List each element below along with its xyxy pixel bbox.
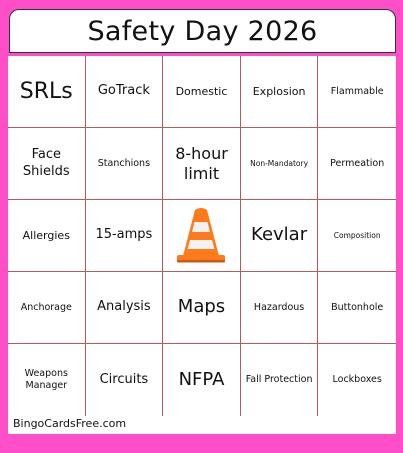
traffic-cone-icon	[173, 206, 229, 266]
cell-r3c4[interactable]: Kevlar	[241, 200, 319, 272]
card-title: Safety Day 2026	[9, 9, 396, 53]
cell-r4c4[interactable]: Hazardous	[241, 272, 319, 344]
cell-r4c5[interactable]: Buttonhole	[318, 272, 396, 344]
bingo-card	[8, 56, 396, 434]
cell-r4c1[interactable]: Anchorage	[8, 272, 86, 344]
cell-r5c5[interactable]: Lockboxes	[332, 374, 382, 386]
cell-r3c1[interactable]: Allergies	[8, 200, 86, 272]
cell-r2c1[interactable]: Face Shields	[8, 128, 86, 200]
cell-r5c4[interactable]: Fall Protection	[241, 344, 319, 416]
cell-r3c2[interactable]: 15-amps	[86, 200, 164, 272]
cell-r4c2[interactable]: Analysis	[86, 272, 164, 344]
free-space[interactable]	[163, 200, 241, 272]
cell-r4c3[interactable]: Maps	[163, 272, 241, 344]
cell-r5c1[interactable]: Weapons Manager	[8, 344, 86, 416]
cell-r5c3[interactable]: NFPA	[163, 344, 241, 416]
bingo-grid	[8, 56, 396, 416]
cell-r1c1[interactable]: SRLs	[8, 56, 86, 128]
cell-r1c3[interactable]: Domestic	[163, 56, 241, 128]
cell-r1c2[interactable]: GoTrack	[86, 56, 164, 128]
cell-r1c4[interactable]: Explosion	[241, 56, 319, 128]
cell-r2c5[interactable]: Permeation	[318, 128, 396, 200]
cell-r2c3[interactable]: 8-hour limit	[163, 128, 241, 200]
cell-r2c2[interactable]: Stanchions	[86, 128, 164, 200]
cell-r1c5[interactable]: Flammable	[318, 56, 396, 128]
site-credit: BingoCardsFree.com	[13, 417, 127, 430]
cell-r3c5[interactable]: Composition	[318, 200, 396, 272]
cell-r2c4[interactable]: Non-Mandatory	[241, 128, 319, 200]
cell-r5c2[interactable]: Circuits	[86, 344, 164, 416]
